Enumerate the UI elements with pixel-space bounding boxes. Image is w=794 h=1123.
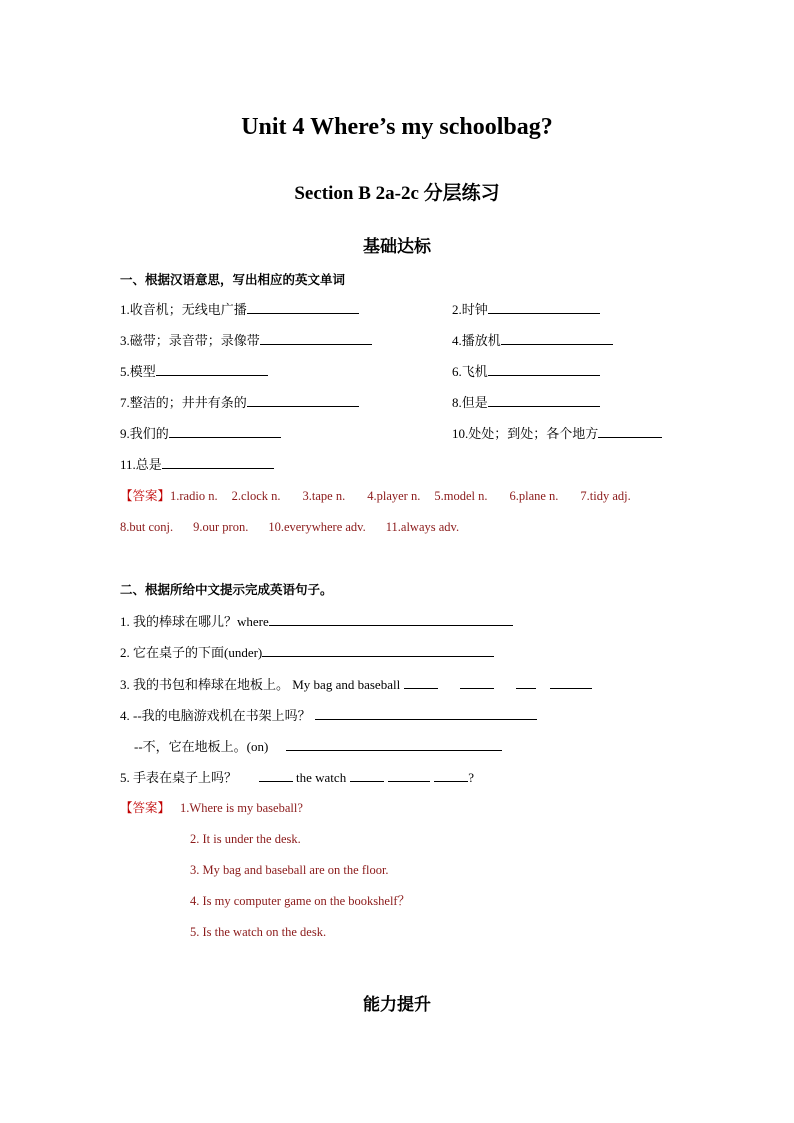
vocab-item-1: 1.收音机；无线电广播 [120,300,359,319]
vocab-item-10: 10.处处；到处；各个地方 [452,424,662,443]
section2-answer-3: 3. My bag and baseball are on the floor. [190,863,389,877]
sentence-question-2: 2. 它在桌子的下面(under) [120,643,494,662]
vocab-item-11: 11.总是 [120,455,274,474]
answer-blank[interactable] [488,362,600,376]
answer: 9.our pron. [193,520,249,534]
answer-blank[interactable] [598,424,662,438]
section1-answers-line2 [120,518,459,536]
answer-blank[interactable] [286,737,502,751]
answer: 4.player n. [367,489,421,503]
answer: 6.plane n. [509,489,559,503]
vocab-item-5: 5.模型 [120,362,268,381]
vocab-item-8: 8.但是 [452,393,600,412]
answer: 3.tape n. [302,489,346,503]
section2-answers-line1 [120,799,303,817]
section1-heading: 一、根据汉语意思，写出相应的英文单词 [120,272,346,287]
section-subtitle: Section B 2a-2c 分层练习 [294,183,500,204]
sentence-question-4a: 4. --我的电脑游戏机在书架上吗？ [120,706,537,725]
section2-answer-2: 2. It is under the desk. [190,832,301,846]
vocab-item-2: 2.时钟 [452,300,600,319]
answer-blank[interactable] [259,768,293,782]
answer-blank[interactable] [350,768,384,782]
answer: 2.clock n. [231,489,281,503]
answer-blank[interactable] [162,455,274,469]
answer-blank[interactable] [169,424,281,438]
answer-blank[interactable] [516,675,536,689]
vocab-item-6: 6.飞机 [452,362,600,381]
answer-blank[interactable] [247,393,359,407]
answer: 5.model n. [434,489,488,503]
sentence-question-3: 3. 我的书包和棒球在地板上。 My bag and baseball [120,675,592,694]
answer: 10.everywhere adv. [268,520,366,534]
answer-blank[interactable] [156,362,268,376]
answer-blank[interactable] [501,331,613,345]
answer-blank[interactable] [315,706,537,720]
answer-blank[interactable] [488,300,600,314]
vocab-item-7: 7.整洁的；井井有条的 [120,393,359,412]
level-basic-heading: 基础达标 [363,237,431,257]
level-advanced-heading: 能力提升 [363,995,431,1015]
answer-blank[interactable] [269,612,513,626]
answer-tag: 【答案】 [120,488,171,503]
answer-blank[interactable] [460,675,494,689]
section2-answer-4: 4. Is my computer game on the bookshelf？ [190,894,411,908]
answer-blank[interactable] [488,393,600,407]
section2-heading: 二、根据所给中文提示完成英语句子。 [120,582,333,597]
answer: 7.tidy adj. [580,489,631,503]
sentence-question-4b: --不，它在地板上。(on) [134,737,502,756]
answer-blank[interactable] [247,300,359,314]
answer-blank[interactable] [388,768,430,782]
answer-blank[interactable] [404,675,438,689]
vocab-item-4: 4.播放机 [452,331,613,350]
sentence-question-5: 5. 手表在桌子上吗？ the watch ? [120,770,474,785]
answer-tag: 【答案】 [120,800,171,815]
answer: 1.radio n. [170,489,218,503]
section1-answers-line1 [120,487,631,505]
answer-blank[interactable] [262,643,494,657]
vocab-item-3: 3.磁带；录音带；录像带 [120,331,372,350]
answer: 1.Where is my baseball? [180,801,303,815]
answer-blank[interactable] [550,675,592,689]
section2-answer-5: 5. Is the watch on the desk. [190,925,327,939]
answer-blank[interactable] [260,331,372,345]
answer: 8.but conj. [120,520,174,534]
vocab-item-9: 9.我们的 [120,424,281,443]
sentence-question-1: 1. 我的棒球在哪儿？where [120,612,513,631]
page-title: Unit 4 Where’s my schoolbag? [241,114,553,140]
answer: 11.always adv. [385,520,460,534]
answer-blank[interactable] [434,768,468,782]
